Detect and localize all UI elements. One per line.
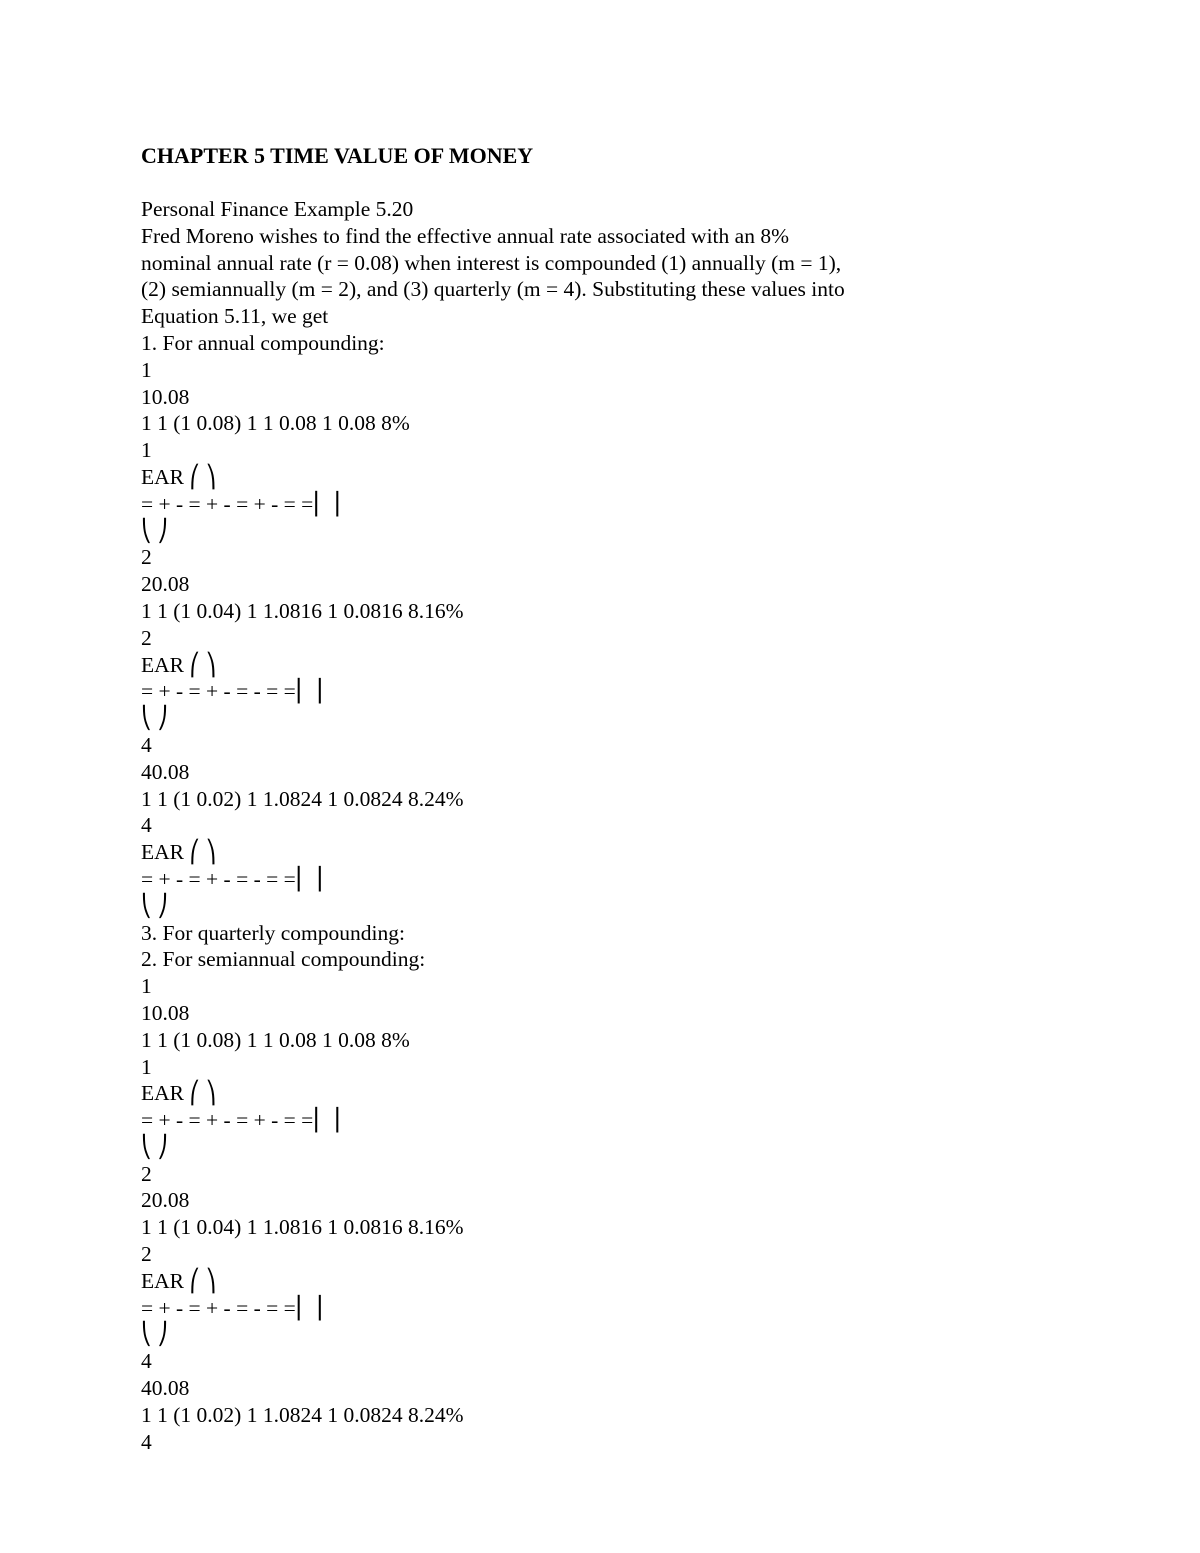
text-line: Equation 5.11, we get bbox=[141, 304, 329, 329]
text-line: 4 bbox=[141, 813, 152, 838]
text-line: 3. For quarterly compounding: bbox=[141, 920, 405, 945]
text-line: 10.08 bbox=[141, 384, 190, 409]
text-line: ⎝ ⎠ bbox=[141, 1134, 168, 1159]
text-line: 2 bbox=[141, 625, 152, 650]
text-line: 1 bbox=[141, 1054, 152, 1079]
document-page bbox=[141, 142, 1041, 1455]
text-line: EAR ⎛ ⎞ bbox=[141, 464, 217, 489]
text-line: ⎝ ⎠ bbox=[141, 1322, 168, 1347]
text-line: 1. For annual compounding: bbox=[141, 330, 385, 355]
text-line: = + - = + - = - = =⎜ ⎟ bbox=[141, 679, 323, 704]
text-line: 1 1 (1 0.02) 1 1.0824 1 0.0824 8.24% bbox=[141, 1402, 464, 1427]
document-body bbox=[141, 196, 1041, 1455]
text-line: EAR ⎛ ⎞ bbox=[141, 1081, 217, 1106]
text-line: ⎝ ⎠ bbox=[141, 706, 168, 731]
text-line: 4 bbox=[141, 1429, 152, 1454]
text-line: 1 bbox=[141, 438, 152, 463]
text-line: 20.08 bbox=[141, 572, 190, 597]
text-line: 1 bbox=[141, 357, 152, 382]
text-line: = + - = + - = - = =⎜ ⎟ bbox=[141, 1295, 323, 1320]
text-line: 2. For semiannual compounding: bbox=[141, 947, 426, 972]
text-line: 4 bbox=[141, 1349, 152, 1374]
text-line: 2 bbox=[141, 1242, 152, 1267]
text-line: EAR ⎛ ⎞ bbox=[141, 652, 217, 677]
text-line: EAR ⎛ ⎞ bbox=[141, 840, 217, 865]
text-line: EAR ⎛ ⎞ bbox=[141, 1268, 217, 1293]
text-line: 4 bbox=[141, 732, 152, 757]
text-line: 40.08 bbox=[141, 759, 190, 784]
text-line: 1 1 (1 0.02) 1 1.0824 1 0.0824 8.24% bbox=[141, 786, 464, 811]
text-line: 1 1 (1 0.04) 1 1.0816 1 0.0816 8.16% bbox=[141, 1215, 464, 1240]
text-line: ⎝ ⎠ bbox=[141, 893, 168, 918]
text-line: = + - = + - = + - = =⎜ ⎟ bbox=[141, 1108, 341, 1133]
text-line: 40.08 bbox=[141, 1376, 190, 1401]
text-line: 1 1 (1 0.08) 1 1 0.08 1 0.08 8% bbox=[141, 1027, 410, 1052]
text-line: 1 bbox=[141, 974, 152, 999]
text-line: = + - = + - = + - = =⎜ ⎟ bbox=[141, 491, 341, 516]
text-line: (2) semiannually (m = 2), and (3) quarterly (m = 4). Substituting these values into bbox=[141, 277, 845, 302]
text-line: 1 1 (1 0.08) 1 1 0.08 1 0.08 8% bbox=[141, 411, 410, 436]
text-line: Personal Finance Example 5.20 bbox=[141, 197, 414, 221]
text-line: 20.08 bbox=[141, 1188, 190, 1213]
text-line: 10.08 bbox=[141, 1000, 190, 1025]
text-line: ⎝ ⎠ bbox=[141, 518, 168, 543]
text-line: = + - = + - = - = =⎜ ⎟ bbox=[141, 866, 323, 891]
chapter-title: CHAPTER 5 TIME VALUE OF MONEY bbox=[141, 143, 534, 168]
text-line: 2 bbox=[141, 545, 152, 570]
text-line: 1 1 (1 0.04) 1 1.0816 1 0.0816 8.16% bbox=[141, 598, 464, 623]
text-line: 2 bbox=[141, 1161, 152, 1186]
text-line: Fred Moreno wishes to find the effective annual rate associated with an 8% bbox=[141, 223, 789, 248]
text-line: nominal annual rate (r = 0.08) when interest is compounded (1) annually (m = 1), bbox=[141, 250, 842, 275]
